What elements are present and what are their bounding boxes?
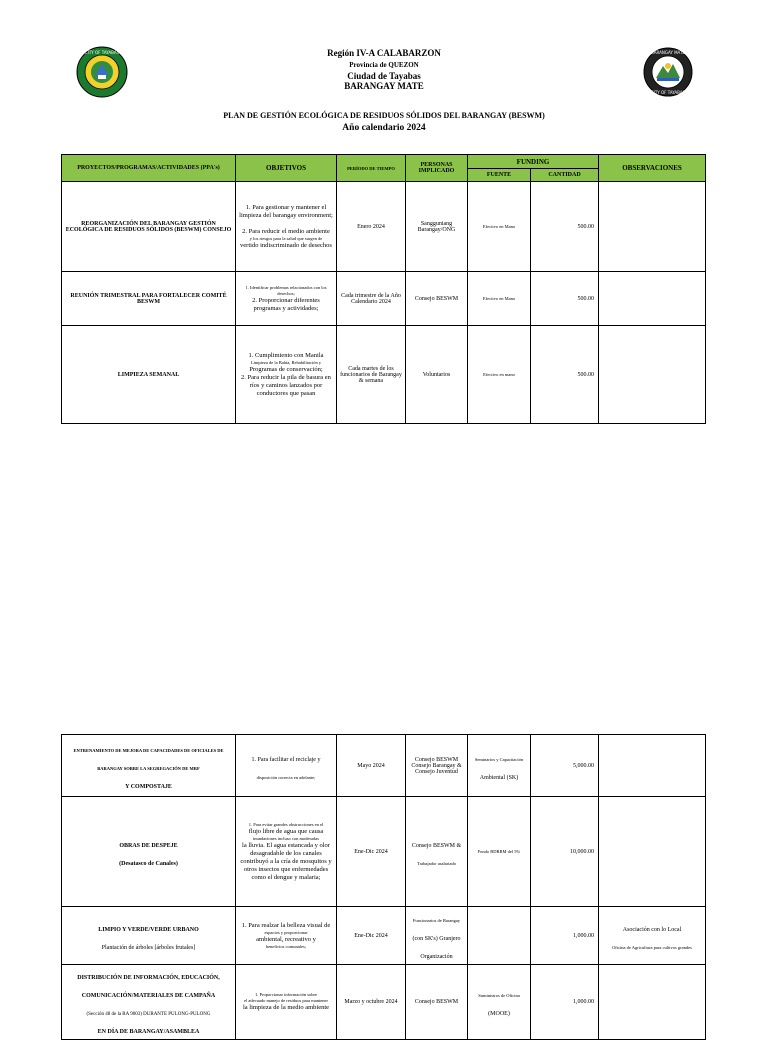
col-header-objetivos: OBJETIVOS bbox=[236, 155, 337, 182]
fuente-text: Ambiental (SK) bbox=[479, 774, 519, 781]
observaciones-cell bbox=[599, 182, 706, 272]
col-header-periodo: PERÍODO DE TIEMPO bbox=[337, 155, 406, 182]
objetivos-cell bbox=[236, 735, 337, 797]
observaciones-cell bbox=[599, 907, 706, 965]
objective-text-small: 1. Para evitar grandes obstrucciones en el bbox=[248, 821, 324, 827]
fuente-text-small: Suministros de Oficina bbox=[478, 993, 520, 998]
periodo-cell: Marzo y octubre 2024 bbox=[337, 965, 406, 1040]
col-header-funding: FUNDING bbox=[468, 155, 599, 169]
ppa-cell: REORGANIZACIÓN DEL BARANGAY GESTIÓN ECOLÓGICA DE RESIDUOS SÓLIDOS (BESWM) CONSEJO bbox=[62, 182, 236, 272]
observaciones-cell bbox=[599, 965, 706, 1040]
svg-text:CITY OF TAYABAS: CITY OF TAYABAS bbox=[650, 90, 686, 95]
ppa-text: OBRAS DE DESPEJE bbox=[119, 842, 178, 849]
objective-text-small: inundaciones incluso con moderadas bbox=[252, 835, 320, 841]
table-row bbox=[62, 182, 706, 272]
ppa-text: DISTRIBUCIÓN DE INFORMACIÓN, EDUCACIÓN, COMUNICACIÓN/MATERIALES DE CAMPAÑA bbox=[77, 975, 220, 999]
periodo-cell: Mayo 2024 bbox=[337, 735, 406, 797]
cantidad-cell: 500.00 bbox=[531, 326, 599, 424]
ppa-cell: LIMPIEZA SEMANAL bbox=[62, 326, 236, 424]
objective-text: 1. Para gestionar y mantener el limpieza del barangay environment; bbox=[239, 203, 333, 219]
ppa-cell bbox=[62, 965, 236, 1040]
periodo-cell: Enero 2024 bbox=[337, 182, 406, 272]
fuente-cell bbox=[468, 965, 531, 1040]
objective-text-small: Limpieza de la Bahía, Rehabilitación y bbox=[250, 359, 322, 365]
personas-cell: Consejo BESWM bbox=[406, 965, 468, 1040]
ppa-cell: REUNIÓN TRIMESTRAL PARA FORTALECER COMITÉ BESWM bbox=[62, 272, 236, 326]
plan-table-top bbox=[61, 154, 706, 424]
personas-cell: Sangguniang Barangay/ONG bbox=[406, 182, 468, 272]
col-header-ppa: PROYECTOS/PROGRAMAS/ACTIVIDADES (PPA's) bbox=[62, 155, 236, 182]
periodo-cell: Cada martes de los funcionarios de Barangay & semana bbox=[337, 326, 406, 424]
fuente-cell: Efectivo en Mano bbox=[468, 272, 531, 326]
plan-title: PLAN DE GESTIÓN ECOLÓGICA DE RESIDUOS SÓLIDOS DEL BARANGAY (BESWM) bbox=[223, 111, 545, 120]
objective-text-small: 1. Identificar problemas relacionados con los desechos; bbox=[245, 284, 327, 296]
ppa-text-last: EN DÍA DE BARANGAY/ASAMBLEA bbox=[97, 1029, 200, 1035]
objective-text: 1. Para realzar la belleza visual de bbox=[241, 921, 331, 929]
personas-text: (con SK's) Granjero Organización bbox=[412, 935, 461, 960]
cantidad-cell: 1,000.00 bbox=[531, 907, 599, 965]
document-header bbox=[0, 0, 768, 150]
fuente-cell: Efectivo en mano bbox=[468, 326, 531, 424]
objetivos-cell bbox=[236, 965, 337, 1040]
table-row bbox=[62, 272, 706, 326]
periodo-cell: Ene-Dic 2024 bbox=[337, 797, 406, 907]
ppa-text: Y COMPOSTAJE bbox=[125, 783, 172, 790]
table-row bbox=[62, 965, 706, 1040]
col-header-personas: PERSONAS IMPLICADO bbox=[406, 155, 468, 182]
objetivos-cell bbox=[236, 272, 337, 326]
cantidad-cell: 5,000.00 bbox=[531, 735, 599, 797]
objective-text-small: beneficios comunales; bbox=[265, 943, 307, 949]
objective-text: 2. Para reducir la pila de basura en ríos y caminos lanzados por conductores que pasan bbox=[241, 373, 331, 397]
ppa-cell bbox=[62, 797, 236, 907]
fuente-cell bbox=[468, 907, 531, 965]
objetivos-cell bbox=[236, 326, 337, 424]
objective-text: la lluvia. El agua estancada y olor desagradable de los canales contribuyó a la cría de mosquitos y otros insectos que enfermedades como el dengue y malaria; bbox=[240, 841, 332, 881]
objective-text: Programas de conservación; bbox=[249, 365, 323, 373]
objetivos-cell bbox=[236, 797, 337, 907]
objetivos-cell bbox=[236, 182, 337, 272]
observaciones-cell bbox=[599, 326, 706, 424]
objective-text: 1. Cumplimiento con Manila bbox=[248, 351, 324, 359]
svg-text:CITY OF TAYABAS: CITY OF TAYABAS bbox=[84, 50, 120, 55]
personas-text: Consejo BESWM & bbox=[411, 842, 462, 849]
table-row bbox=[62, 326, 706, 424]
ppa-subtext: (Sección 48 de la RA 9003) DURANTE PULONG-PULONG bbox=[86, 1012, 211, 1017]
fuente-text: (MOOE) bbox=[488, 1011, 510, 1017]
objective-text: ambiental, recreativo y bbox=[256, 935, 316, 943]
svg-text:BARANGAY MATE: BARANGAY MATE bbox=[651, 50, 685, 55]
periodo-cell: Ene-Dic 2024 bbox=[337, 907, 406, 965]
objective-text: vertido indiscriminado de desechos bbox=[240, 241, 332, 249]
col-header-observaciones: OBSERVACIONES bbox=[599, 155, 706, 182]
city-title: Ciudad de Tayabas bbox=[347, 71, 421, 81]
personas-cell: Voluntarios bbox=[406, 326, 468, 424]
ppa-subtext: Plantación de árboles [árboles frutales] bbox=[101, 944, 196, 951]
plan-table-bottom bbox=[61, 734, 706, 1040]
fuente-cell bbox=[468, 735, 531, 797]
table-row bbox=[62, 907, 706, 965]
ppa-cell bbox=[62, 735, 236, 797]
ppa-text: LIMPIO Y VERDE/VERDE URBANO bbox=[98, 926, 199, 933]
objective-text: 1. Proporcionar información sobre bbox=[255, 992, 317, 997]
observaciones-text-small: Oficina de Agricultura para cultivos grandes bbox=[612, 944, 692, 950]
year-title: Año calendario 2024 bbox=[342, 123, 426, 133]
objective-text-small: espacios y proporcionar bbox=[264, 929, 308, 935]
objective-text: 1. Para facilitar el reciclaje y bbox=[251, 756, 321, 763]
personas-cell: Consejo BESWM bbox=[406, 272, 468, 326]
cantidad-cell: 500.00 bbox=[531, 272, 599, 326]
personas-cell: Consejo BESWM Consejo Barangay & Consejo Juventud bbox=[406, 735, 468, 797]
ppa-text-small: ENTRENAMIENTO DE MEJORA DE CAPACIDADES DE OFICIALES DE BARANGAY SOBRE LA SEGREGACIÓN DE MRF bbox=[73, 747, 224, 771]
personas-text-small: Trabajador asalariado bbox=[417, 860, 456, 866]
objective-text: la limpieza de la medio ambiente bbox=[242, 1004, 330, 1011]
personas-cell bbox=[406, 797, 468, 907]
observaciones-cell bbox=[599, 735, 706, 797]
observaciones-cell bbox=[599, 272, 706, 326]
objective-text-small: y los riesgos para la salud que surgen de bbox=[249, 235, 323, 241]
fuente-cell: Efectivo en Mano bbox=[468, 182, 531, 272]
observaciones-cell bbox=[599, 797, 706, 907]
table-row bbox=[62, 735, 706, 797]
barangay-title: BARANGAY MATE bbox=[344, 81, 424, 91]
personas-text-small: Funcionarios de Barangay bbox=[412, 917, 461, 923]
table-row bbox=[62, 797, 706, 907]
col-header-fuente: FUENTE bbox=[468, 169, 531, 182]
col-header-cantidad: CANTIDAD bbox=[531, 169, 599, 182]
observaciones-text: Asociación con lo Local bbox=[622, 926, 682, 933]
ppa-cell bbox=[62, 907, 236, 965]
objetivos-cell bbox=[236, 907, 337, 965]
cantidad-cell: 10,000.00 bbox=[531, 797, 599, 907]
province-title: Provincia de QUEZON bbox=[349, 61, 419, 69]
cantidad-cell: 1,000.00 bbox=[531, 965, 599, 1040]
personas-cell bbox=[406, 907, 468, 965]
periodo-cell: Cada trimestre de la Año Calendario 2024 bbox=[337, 272, 406, 326]
ppa-subtext: (Desatasco de Canales) bbox=[119, 860, 178, 867]
objective-text: 2. Para reducir el medio ambiente bbox=[242, 227, 330, 235]
fuente-text-small: Seminarios y Capacitación bbox=[474, 756, 524, 762]
objective-text-small: el adecuado manejo de residuos para mantener bbox=[244, 998, 328, 1003]
fuente-cell: Fondo BDRRM del 5% bbox=[468, 797, 531, 907]
objective-text: flujo libre de agua que causa bbox=[248, 827, 324, 835]
region-title: Región IV-A CALABARZON bbox=[327, 48, 441, 58]
cantidad-cell: 500.00 bbox=[531, 182, 599, 272]
objective-text-small: disposición correcta en adelante; bbox=[256, 774, 316, 780]
objective-text: 2. Proporcionar diferentes programas y actividades; bbox=[252, 296, 320, 312]
